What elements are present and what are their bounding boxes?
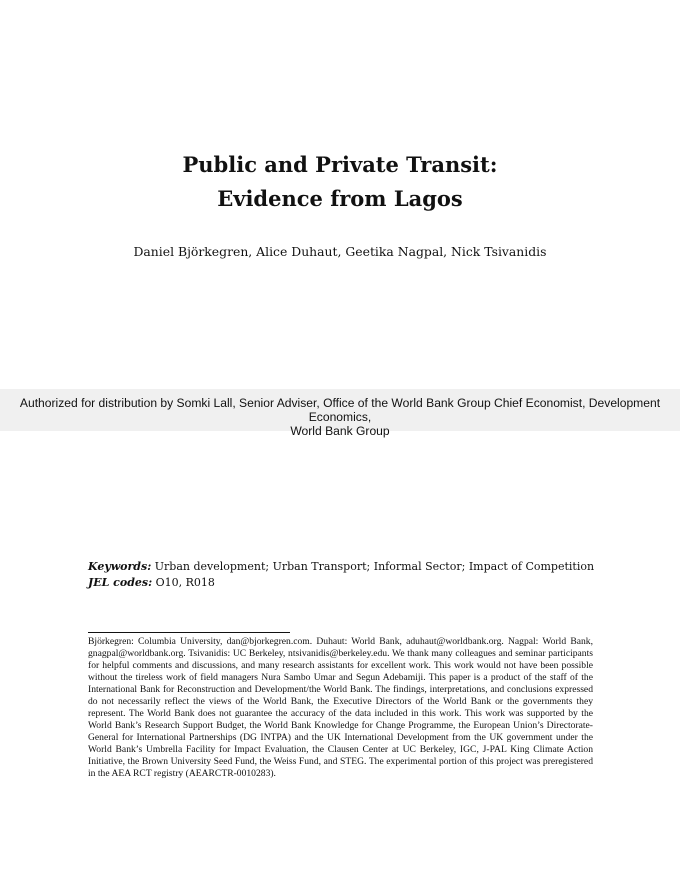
keywords-block	[88, 559, 608, 591]
footnote-divider	[88, 632, 290, 633]
jel-codes-label: JEL codes:	[88, 576, 153, 589]
author-footnote: Björkegren: Columbia University, dan@bjorkegren.com. Duhaut: World Bank, aduhaut@worldbank.org. Nagpal: World Bank, gnagpal@worldbank.org. Tsivanidis: UC Berkeley, ntsivanidis@berkeley.edu. We thank many colleagues and seminar participants for helpful comments and discussions, and many research assistants for excellent work. This work would not have been possible without the tireless work of field managers Nura Sambo Umar and Segun Adebamiji. This paper is a product of the staff of the International Bank for Reconstruction and Development/the World Bank. The findings, interpretations, and conclusions expressed do not necessarily reflect the views of the World Bank, the Executive Directors of the World Bank or the governments they represent. The World Bank does not guarantee the accuracy of the data included in this work. This work was supported by the World Bank’s Research Support Budget, the World Bank Knowledge for Change Programme, the European Union’s Directorate-General for International Partnerships (DG INTPA) and the UK International Development from the UK government under the World Bank’s Umbrella Facility for Impact Evaluation, the Clausen Center at UC Berkeley, IGC, J-PAL King Climate Action Initiative, the Brown University Seed Fund, the Weiss Fund, and STEG. The experimental portion of this project was preregistered in the AEA RCT registry (AEARCTR-0010283).	[88, 636, 593, 779]
paper-title-line-2: Evidence from Lagos	[217, 186, 463, 211]
distribution-banner	[0, 389, 680, 438]
distribution-banner-line-1: Authorized for distribution by Somki Lall, Senior Adviser, Office of the World Bank Group Chief Economist, Development Economics,	[19, 396, 661, 424]
keywords-value: Urban development; Urban Transport; Informal Sector; Impact of Competition	[154, 560, 595, 573]
author-list: Daniel Björkegren, Alice Duhaut, Geetika Nagpal, Nick Tsivanidis	[133, 244, 547, 259]
paper-title	[0, 148, 680, 216]
jel-codes-value: O10, R018	[155, 576, 215, 589]
paper-title-line-1: Public and Private Transit:	[182, 152, 498, 177]
keywords-line	[88, 559, 608, 575]
keywords-label: Keywords:	[88, 560, 152, 573]
distribution-banner-line-2: World Bank Group	[290, 424, 390, 438]
jel-codes-line	[88, 575, 608, 591]
